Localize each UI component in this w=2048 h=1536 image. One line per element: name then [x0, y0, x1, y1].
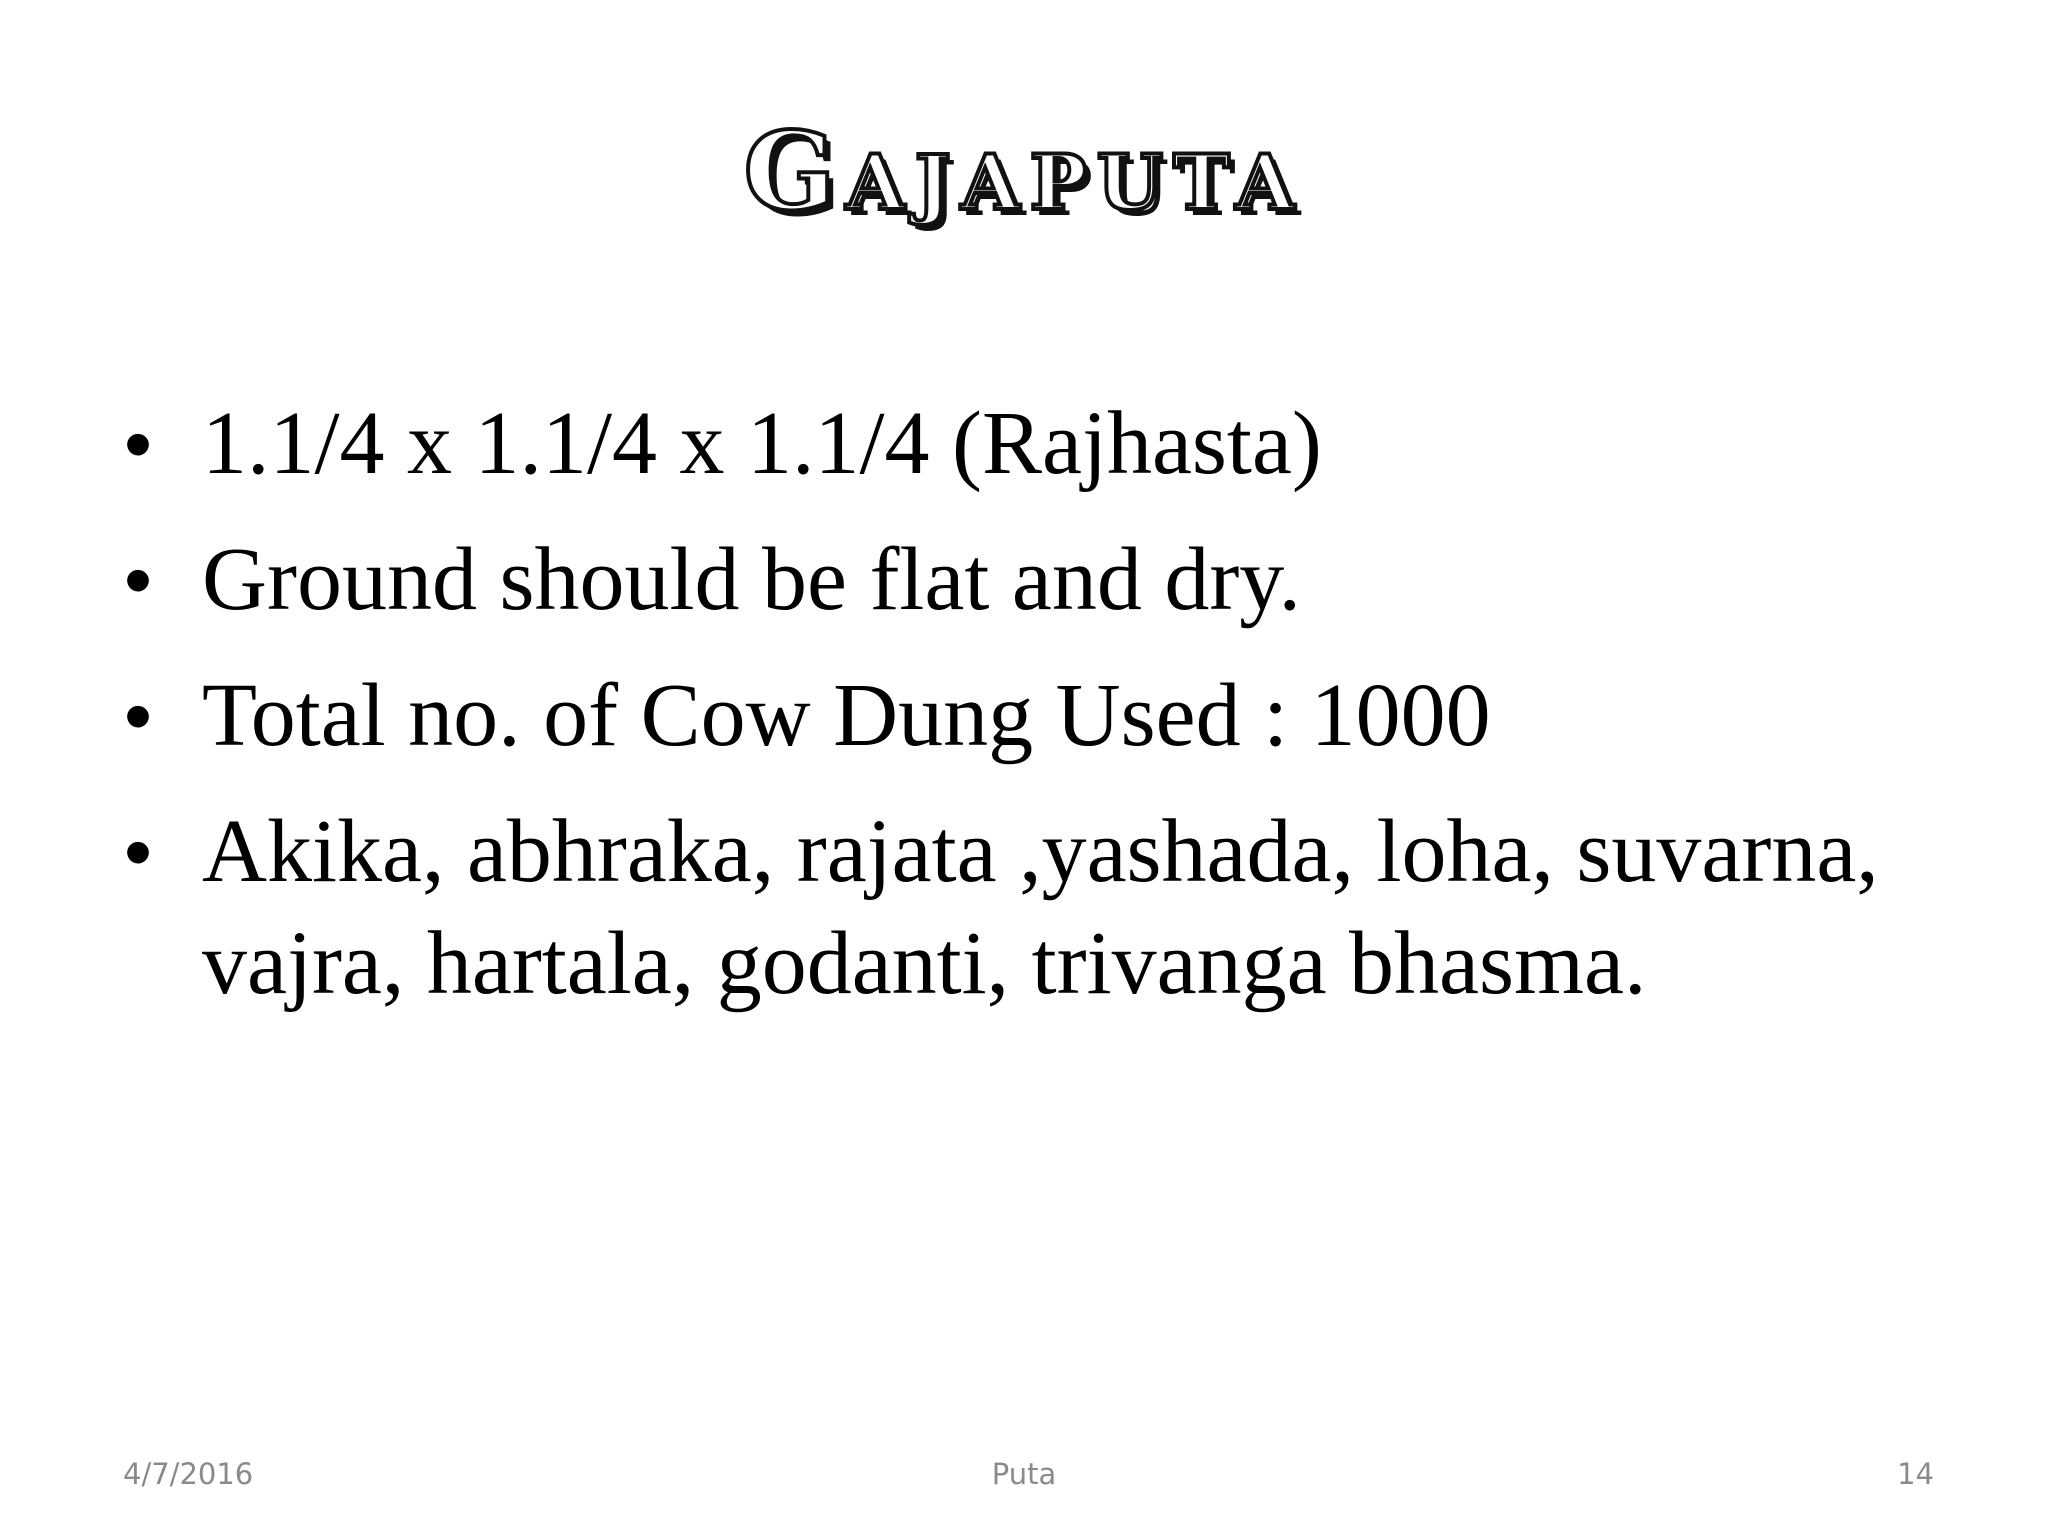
bullet-item — [124, 388, 1944, 500]
bullet-item — [124, 524, 1944, 636]
bullet-text: 1.1/4 x 1.1/4 x 1.1/4 (Rajhasta) — [202, 394, 1322, 493]
footer-title: Puta — [991, 1457, 1057, 1491]
bullet-item — [124, 796, 1944, 1020]
footer-page-number: 14 — [1897, 1457, 1934, 1491]
bullet-dot-icon: • — [124, 399, 153, 488]
bullet-text: Ground should be flat and dry. — [202, 530, 1301, 629]
bullet-dot-icon: • — [124, 671, 153, 760]
bullet-text: Total no. of Cow Dung Used : 1000 — [202, 666, 1491, 765]
bullet-item — [124, 660, 1944, 772]
footer-date: 4/7/2016 — [123, 1457, 254, 1491]
bullet-text: Akika, abhraka, rajata ,yashada, loha, suvarna, vajra, hartala, godanti, trivanga bhasma. — [202, 802, 1879, 1013]
bullet-list — [124, 388, 1944, 1044]
bullet-dot-icon: • — [124, 535, 153, 624]
slide-title: Gajaputa — [743, 109, 1305, 235]
bullet-dot-icon: • — [124, 807, 153, 896]
